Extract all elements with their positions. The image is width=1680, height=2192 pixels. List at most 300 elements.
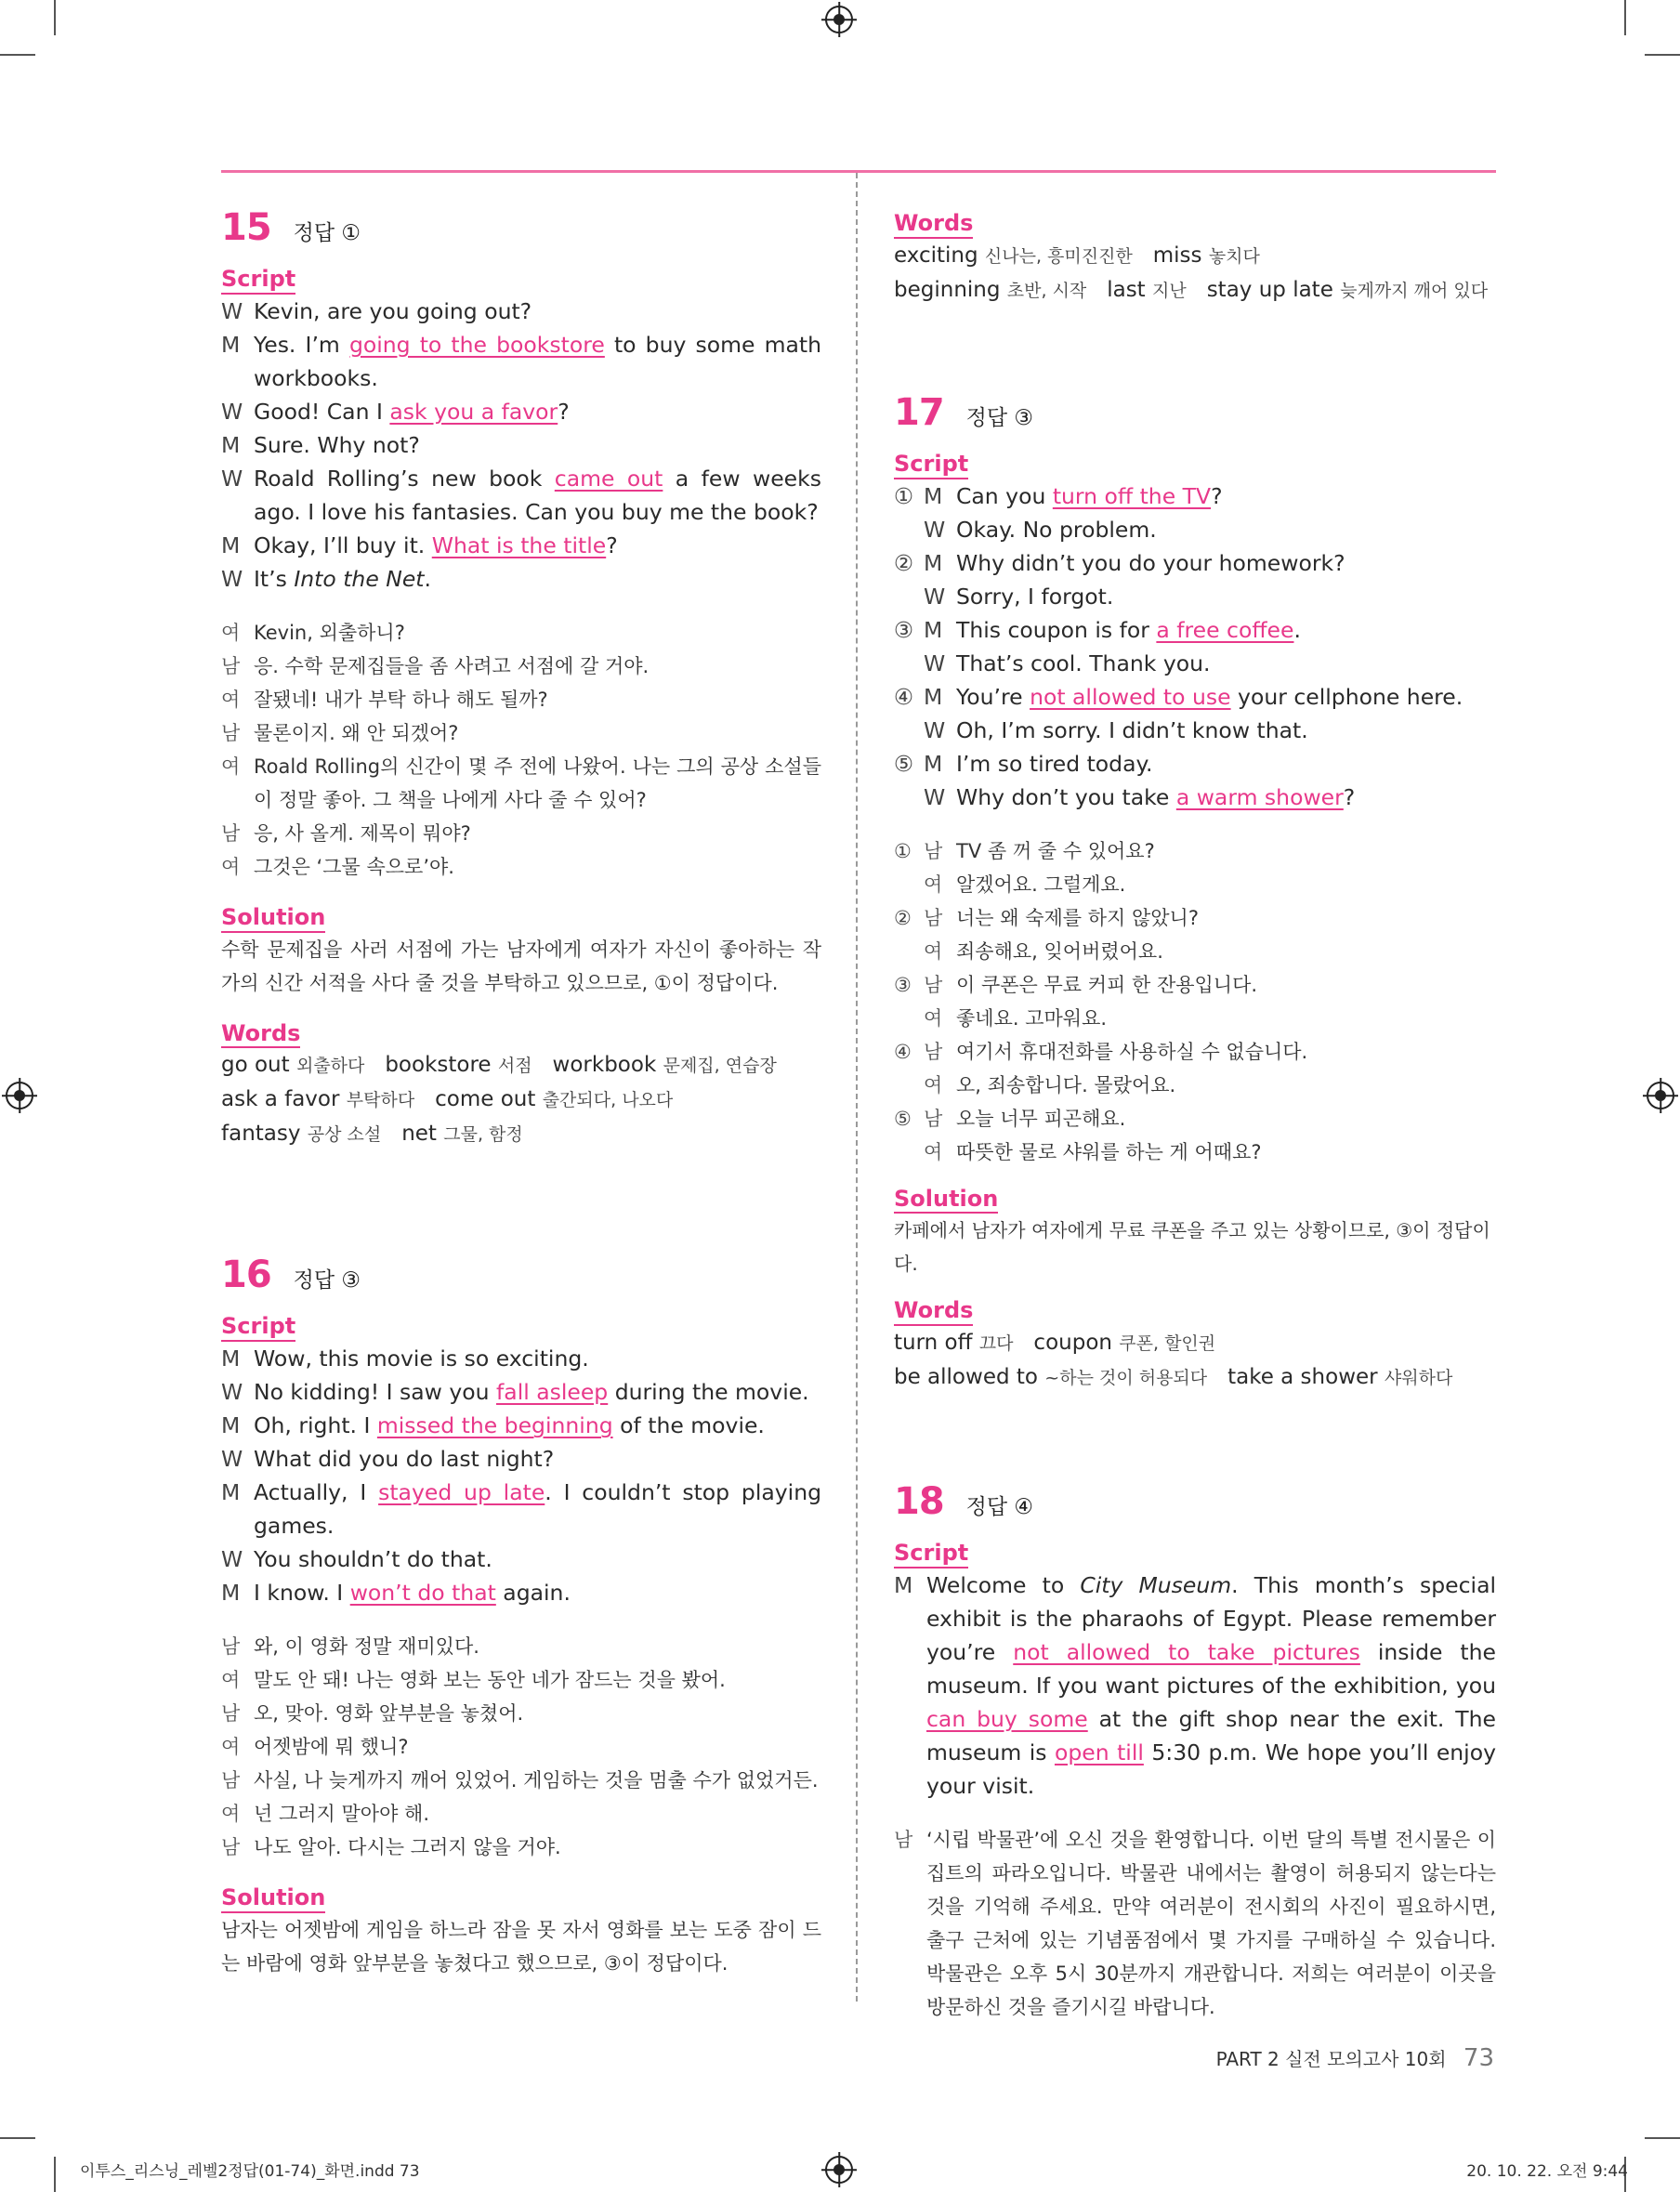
text-segment: . (1293, 616, 1301, 643)
words-list (894, 239, 1496, 308)
speaker-label: M (221, 1479, 241, 1506)
text-segment: a few weeks ago. I love his fantasies. Can you buy me the book? (254, 465, 821, 525)
word-korean: 쿠폰, 할인권 (1119, 1333, 1216, 1355)
text-segment: Why don’t you take (956, 783, 1176, 810)
text-segment: It’s (254, 565, 295, 592)
speaker-label: 여 (221, 688, 241, 711)
speaker-label: 남 (221, 1702, 241, 1726)
text-segment: Oh, I’m sorry. I didn’t know that. (956, 716, 1308, 743)
words-list (221, 1048, 821, 1151)
words-row (894, 273, 1496, 308)
speaker-label: M (924, 616, 943, 643)
text-segment: Kevin, are you going out? (254, 297, 532, 324)
translation-line (221, 817, 821, 850)
translation-line (894, 834, 1496, 868)
text-segment: Good! Can I (254, 398, 390, 425)
translation-text: 말도 안 돼! 나는 영화 보는 동안 네가 잠드는 것을 봤어. (254, 1669, 726, 1692)
word-english: turn off (894, 1331, 973, 1356)
speaker-label: M (894, 1571, 913, 1598)
right-column (894, 186, 1496, 2024)
text-segment: Okay, I’ll buy it. (254, 532, 432, 558)
question-17 (894, 391, 1496, 1395)
speaker-label: W (924, 583, 946, 610)
translation-line (221, 1797, 821, 1831)
words-row (221, 1117, 821, 1151)
script-line (221, 1576, 821, 1609)
script-line (894, 714, 1496, 747)
line-text (956, 479, 1496, 513)
speaker-label: M (924, 683, 943, 710)
line-number: ③ (894, 973, 912, 996)
line-text (254, 1342, 821, 1375)
text-segment: . (424, 565, 431, 592)
translation-text: 나도 알아. 다시는 그러지 않을 거야. (254, 1836, 561, 1859)
translation-line (894, 968, 1496, 1002)
speaker-label: W (221, 565, 243, 592)
crop-mark (1645, 54, 1680, 56)
translation-line (894, 935, 1496, 968)
translation-lines (221, 616, 821, 884)
text-segment: Okay. No problem. (956, 516, 1157, 543)
words-row (221, 1083, 821, 1117)
script-line (221, 529, 821, 562)
words-row (894, 1326, 1496, 1360)
text-segment: Roald Rolling’s new book (254, 465, 555, 492)
text-segment: 5:30 p.m. We hope you’ll enjoy your visit. (926, 1739, 1496, 1799)
text-segment: ? (1211, 482, 1223, 509)
page-number: 73 (1463, 2044, 1494, 2072)
text-segment: I know. I (254, 1580, 350, 1607)
text-segment: City Museum (1080, 1571, 1232, 1598)
text-segment: Sorry, I forgot. (956, 583, 1114, 610)
speaker-label: W (221, 398, 243, 425)
translation-line (221, 1730, 821, 1764)
question-number: 18 (894, 1480, 944, 1524)
translation-line (221, 716, 821, 750)
line-number: ④ (894, 683, 914, 710)
line-number (894, 1069, 924, 1102)
script-line (221, 295, 821, 328)
crop-mark (54, 2157, 56, 2192)
question-16 (221, 1254, 821, 1980)
line-number (894, 781, 924, 814)
text-segment: of the movie. (612, 1412, 765, 1439)
line-text (254, 529, 821, 562)
word-korean: ~하는 것이 허용되다 (1044, 1368, 1208, 1389)
answer-blank: can buy some (926, 1705, 1088, 1732)
question-number: 16 (221, 1254, 271, 1297)
speaker-label: W (221, 465, 243, 492)
solution-heading: Solution (221, 1884, 325, 1913)
word-korean: 그물, 함정 (443, 1124, 523, 1146)
script-line (221, 1442, 821, 1476)
crop-mark (54, 0, 56, 35)
answer-blank: open till (1054, 1739, 1144, 1765)
translation-text: 죄송해요, 잊어버렸어요. (956, 939, 1163, 963)
translation-text: 넌 그러지 말아야 해. (254, 1803, 429, 1826)
word-english: fantasy (221, 1122, 301, 1147)
translation-line (221, 1630, 821, 1663)
translation-text: ‘시립 박물관’에 오신 것을 환영합니다. 이번 달의 특별 전시물은 이집트의 파라오입니다. 박물관 내에서는 촬영이 허용되지 않는다는 것을 기억해 주세요. 만약 여러분이 전시회의 사진이 필요하시면, 출구 근처에 있는 기념품점에서 몇 가지를 구매하실 수 있습니다. 박물관은 오후 5시 30분까지 개관합니다. 저희는 여러분이 이곳을 방문하신 것을 즐기시길 바랍니다. (926, 1828, 1496, 2018)
line-number (894, 1135, 924, 1169)
translation-text: 응, 사 올게. 제목이 뭐야? (254, 821, 471, 845)
word-korean: 문제집, 연습장 (663, 1056, 777, 1077)
line-text (254, 462, 821, 529)
words-row (221, 1048, 821, 1083)
translation-line (894, 1102, 1496, 1135)
solution-text: 카페에서 남자가 여자에게 무료 쿠폰을 주고 있는 상황이므로, ③이 정답이다. (894, 1219, 1490, 1276)
text-segment: Actually, I (254, 1479, 379, 1506)
line-number: ① (894, 839, 912, 862)
translation-text: 응. 수학 문제집들을 좀 사려고 서점에 갈 거야. (254, 654, 650, 677)
word-english: stay up late (1206, 277, 1333, 302)
script-line (894, 580, 1496, 613)
speaker-label: M (221, 331, 241, 358)
question-header (221, 206, 821, 249)
line-text (956, 781, 1496, 814)
line-number (894, 513, 924, 546)
speaker-label: 여 (924, 1140, 943, 1163)
line-text (254, 1476, 821, 1542)
translation-text: 사실, 나 늦게까지 깨어 있었어. 게임하는 것을 멈출 수가 없었거든. (254, 1769, 819, 1792)
speaker-label: W (221, 1446, 243, 1473)
line-number (894, 868, 924, 901)
translation-line (221, 1764, 821, 1797)
translation-line (894, 1002, 1496, 1035)
speaker-label: 남 (924, 906, 943, 929)
line-number: ② (894, 906, 912, 929)
line-number: ② (894, 549, 914, 576)
script-lines (894, 1569, 1496, 1803)
answer-label: 정답 ④ (965, 1495, 1034, 1520)
words-row (894, 1360, 1496, 1395)
word-english: beginning (894, 277, 1001, 302)
script-line (221, 1375, 821, 1409)
translation-text: 와, 이 영화 정말 재미있다. (254, 1635, 479, 1659)
speaker-label: 남 (924, 839, 943, 862)
speaker-label: 남 (221, 654, 241, 677)
speaker-label: W (924, 783, 946, 810)
script-line (894, 1569, 1496, 1803)
words-heading: Words (221, 1020, 300, 1049)
answer-blank: came out (554, 465, 663, 492)
line-text (956, 513, 1496, 546)
text-segment: Wow, this movie is so exciting. (254, 1345, 589, 1372)
text-segment: Yes. I’m (254, 331, 349, 358)
translation-line (221, 750, 821, 817)
translation-text: 잘됐네! 내가 부탁 하나 해도 될까? (254, 688, 548, 711)
script-line (221, 1342, 821, 1375)
translation-line (894, 901, 1496, 935)
speaker-label: 남 (221, 721, 241, 744)
line-text (956, 613, 1496, 647)
text-segment: You’re (956, 683, 1030, 710)
answer-blank: not allowed to take pictures (1013, 1638, 1360, 1665)
line-text (254, 1542, 821, 1576)
translation-text: 오늘 너무 피곤해요. (956, 1107, 1126, 1130)
page-footer (1216, 2044, 1494, 2072)
translation-text: Kevin, 외출하니? (254, 621, 405, 644)
translation-line (221, 850, 821, 884)
word-korean: 부탁하다 (346, 1090, 415, 1111)
script-heading: Script (894, 1540, 968, 1569)
speaker-label: M (221, 1412, 241, 1439)
line-text (956, 747, 1496, 781)
text-segment: This coupon is for (956, 616, 1157, 643)
speaker-label: W (924, 516, 946, 543)
text-segment: . I couldn’t stop playing games. (254, 1479, 821, 1540)
answer-label: 정답 ③ (965, 405, 1034, 430)
speaker-label: 여 (221, 1736, 241, 1759)
answer-blank: What is the title (431, 532, 607, 558)
speaker-label: 남 (924, 1040, 943, 1063)
speaker-label: 남 (894, 1828, 913, 1851)
translation-line (894, 868, 1496, 901)
text-segment: Oh, right. I (254, 1412, 377, 1439)
word-english: be allowed to (894, 1365, 1038, 1390)
text-segment: ? (1343, 783, 1356, 810)
line-text (926, 1569, 1496, 1803)
speaker-label: 여 (221, 755, 241, 778)
question-number: 17 (894, 390, 944, 434)
speaker-label: 여 (924, 873, 943, 896)
word-english: bookstore (385, 1053, 492, 1078)
speaker-label: 여 (221, 621, 241, 644)
translation-line (221, 683, 821, 716)
text-segment: I’m so tired today. (956, 750, 1153, 777)
script-heading: Script (221, 266, 295, 295)
speaker-label: 남 (924, 973, 943, 996)
line-number (894, 935, 924, 968)
question-header (894, 391, 1496, 434)
word-english: coupon (1033, 1331, 1112, 1356)
speaker-label: 여 (221, 1803, 241, 1826)
text-segment: at the gift shop near the exit. The museum is (926, 1705, 1496, 1765)
word-english: take a shower (1227, 1365, 1378, 1390)
line-text (254, 1409, 821, 1442)
header-rule (221, 170, 1496, 173)
crop-mark (1645, 2137, 1680, 2139)
translation-line (221, 1831, 821, 1864)
speaker-label: M (924, 482, 943, 509)
answer-blank: won’t do that (349, 1580, 496, 1607)
script-line (894, 513, 1496, 546)
word-korean: 지난 (1152, 280, 1187, 301)
line-text (956, 580, 1496, 613)
script-lines (221, 1342, 821, 1609)
translation-text: 그것은 ‘그물 속으로’야. (254, 855, 454, 878)
speaker-label: 여 (924, 939, 943, 963)
text-segment: again. (495, 1580, 571, 1607)
word-korean: 놓치다 (1208, 245, 1260, 267)
answer-blank: not allowed to use (1030, 683, 1231, 710)
line-text (254, 395, 821, 428)
script-line (221, 1476, 821, 1542)
word-english: net (401, 1122, 437, 1147)
words-heading: Words (894, 210, 973, 239)
word-english: last (1107, 277, 1146, 302)
speaker-label: 여 (221, 1669, 241, 1692)
answer-blank: going to the bookstore (348, 331, 605, 358)
translation-text: 오, 죄송합니다. 몰랐어요. (956, 1073, 1176, 1096)
translation-text: 오, 맞아. 영화 앞부분을 놓쳤어. (254, 1702, 524, 1726)
translation-line (894, 1135, 1496, 1169)
script-line (894, 546, 1496, 580)
translation-text: 물론이지. 왜 안 되겠어? (254, 721, 459, 744)
speaker-label: W (924, 716, 946, 743)
word-korean: 늦게까지 깨어 있다 (1340, 280, 1489, 301)
text-segment: Can you (956, 482, 1053, 509)
speaker-label: 남 (221, 1836, 241, 1859)
line-text (956, 714, 1496, 747)
speaker-label: W (221, 1546, 243, 1573)
speaker-label: M (924, 750, 943, 777)
crop-mark (0, 2137, 35, 2139)
word-korean: 출간되다, 나오다 (542, 1090, 674, 1111)
crop-mark (0, 54, 35, 56)
column-divider (856, 173, 858, 2002)
speaker-label: M (221, 1580, 241, 1607)
text-segment: What did you do last night? (254, 1446, 555, 1473)
script-line (894, 680, 1496, 714)
script-line (221, 462, 821, 529)
answer-blank: turn off the TV (1052, 482, 1212, 509)
speaker-label: M (924, 549, 943, 576)
text-segment: Welcome to (926, 1571, 1081, 1598)
answer-blank: fall asleep (496, 1379, 609, 1406)
question-16-words (894, 206, 1496, 308)
line-text (254, 428, 821, 462)
speaker-label: 여 (221, 855, 241, 878)
word-korean: 공상 소설 (307, 1124, 382, 1146)
script-lines (221, 295, 821, 596)
registration-mark-icon (6, 1082, 33, 1109)
line-text (956, 647, 1496, 680)
translation-line (221, 650, 821, 683)
translation-text: 알겠어요. 그럴게요. (956, 873, 1126, 896)
registration-mark-icon (825, 2156, 853, 2184)
translation-line (221, 1663, 821, 1697)
word-korean: 초반, 시작 (1006, 280, 1087, 301)
speaker-label: W (924, 650, 946, 676)
translation-line (221, 1697, 821, 1730)
question-18 (894, 1480, 1496, 2024)
answer-blank: a warm shower (1175, 783, 1344, 810)
word-korean: 끄다 (978, 1333, 1014, 1355)
translation-text: 너는 왜 숙제를 하지 않았니? (956, 906, 1199, 929)
line-text (956, 546, 1496, 580)
line-text (254, 328, 821, 395)
word-english: ask a favor (221, 1087, 340, 1112)
translation-text: TV 좀 꺼 줄 수 있어요? (956, 839, 1155, 862)
text-segment: your cellphone here. (1230, 683, 1463, 710)
answer-label: 정답 ① (293, 221, 361, 245)
speaker-label: 남 (221, 1769, 241, 1792)
line-number (894, 1002, 924, 1035)
word-english: exciting (894, 243, 978, 268)
translation-text: 어젯밤에 뭐 했니? (254, 1736, 409, 1759)
text-segment: You shouldn’t do that. (254, 1546, 492, 1573)
script-line (894, 647, 1496, 680)
speaker-label: W (221, 297, 243, 324)
speaker-label: W (221, 1379, 243, 1406)
line-text (254, 1375, 821, 1409)
words-heading: Words (894, 1297, 973, 1326)
line-text (254, 295, 821, 328)
text-segment: Into the Net (294, 565, 425, 592)
answer-blank: a free coffee (1156, 616, 1294, 643)
question-number: 15 (221, 206, 271, 249)
translation-line (894, 1035, 1496, 1069)
slug-filename: 이투스_리스닝_레벨2정답(01-74)_화면.indd 73 (80, 2162, 420, 2181)
word-korean: 서점 (497, 1056, 532, 1077)
solution-heading: Solution (221, 904, 325, 933)
speaker-label: M (221, 1345, 241, 1372)
script-line (221, 1542, 821, 1576)
script-line (221, 395, 821, 428)
registration-mark-icon (825, 6, 853, 33)
words-list (894, 1326, 1496, 1395)
solution-text: 남자는 어젯밤에 게임을 하느라 잠을 못 자서 영화를 보는 도중 잠이 드는 바람에 영화 앞부분을 놓쳤다고 했으므로, ③이 정답이다. (221, 1918, 821, 1975)
line-text (254, 1442, 821, 1476)
word-english: come out (435, 1087, 536, 1112)
speaker-label: 여 (924, 1073, 943, 1096)
speaker-label: M (221, 431, 241, 458)
script-heading: Script (894, 451, 968, 479)
translation-line (221, 616, 821, 650)
translation-line (894, 1823, 1496, 2024)
script-line (221, 562, 821, 596)
translation-text: 이 쿠폰은 무료 커피 한 잔용입니다. (956, 973, 1258, 996)
script-line (894, 479, 1496, 513)
script-line (221, 328, 821, 395)
answer-blank: ask you a favor (389, 398, 558, 425)
registration-mark-icon (1647, 1082, 1674, 1109)
word-english: go out (221, 1053, 290, 1078)
text-segment: That’s cool. Thank you. (956, 650, 1211, 676)
solution-heading: Solution (894, 1186, 998, 1214)
script-line (221, 1409, 821, 1442)
speaker-label: M (221, 532, 241, 558)
answer-label: 정답 ③ (293, 1268, 361, 1293)
solution-text: 수학 문제집을 사러 서점에 가는 남자에게 여자가 자신이 좋아하는 작가의 신간 서적을 사다 줄 것을 부탁하고 있으므로, ①이 정답이다. (221, 938, 821, 994)
slug-date: 20. 10. 22. 오전 9:44 (1466, 2162, 1628, 2181)
word-korean: 외출하다 (295, 1056, 365, 1077)
left-column (221, 186, 821, 1980)
words-row (894, 239, 1496, 273)
text-segment: inside the museum. If you want pictures of the exhibition, you (926, 1638, 1497, 1699)
line-number: ⑤ (894, 750, 914, 777)
translation-text: 여기서 휴대전화를 사용하실 수 없습니다. (956, 1040, 1308, 1063)
line-text (254, 562, 821, 596)
line-number: ① (894, 482, 914, 509)
answer-blank: missed the beginning (376, 1412, 613, 1439)
footer-part: PART 2 (1215, 2048, 1280, 2070)
text-segment: Why didn’t you do your homework? (956, 549, 1345, 576)
question-header (221, 1254, 821, 1296)
translation-lines (894, 1823, 1496, 2024)
script-line (894, 747, 1496, 781)
script-line (894, 781, 1496, 814)
word-korean: 샤워하다 (1384, 1368, 1453, 1389)
script-line (894, 613, 1496, 647)
crop-mark (1624, 0, 1626, 35)
translation-text: 따뜻한 물로 샤워를 하는 게 어때요? (956, 1140, 1262, 1163)
footer-title: 실전 모의고사 10회 (1285, 2048, 1447, 2070)
word-english: miss (1152, 243, 1202, 268)
translation-text: Roald Rolling의 신간이 몇 주 전에 나왔어. 나는 그의 공상 소설들이 정말 좋아. 그 책을 나에게 사다 줄 수 있어? (254, 755, 821, 811)
speaker-label: 남 (221, 1635, 241, 1659)
